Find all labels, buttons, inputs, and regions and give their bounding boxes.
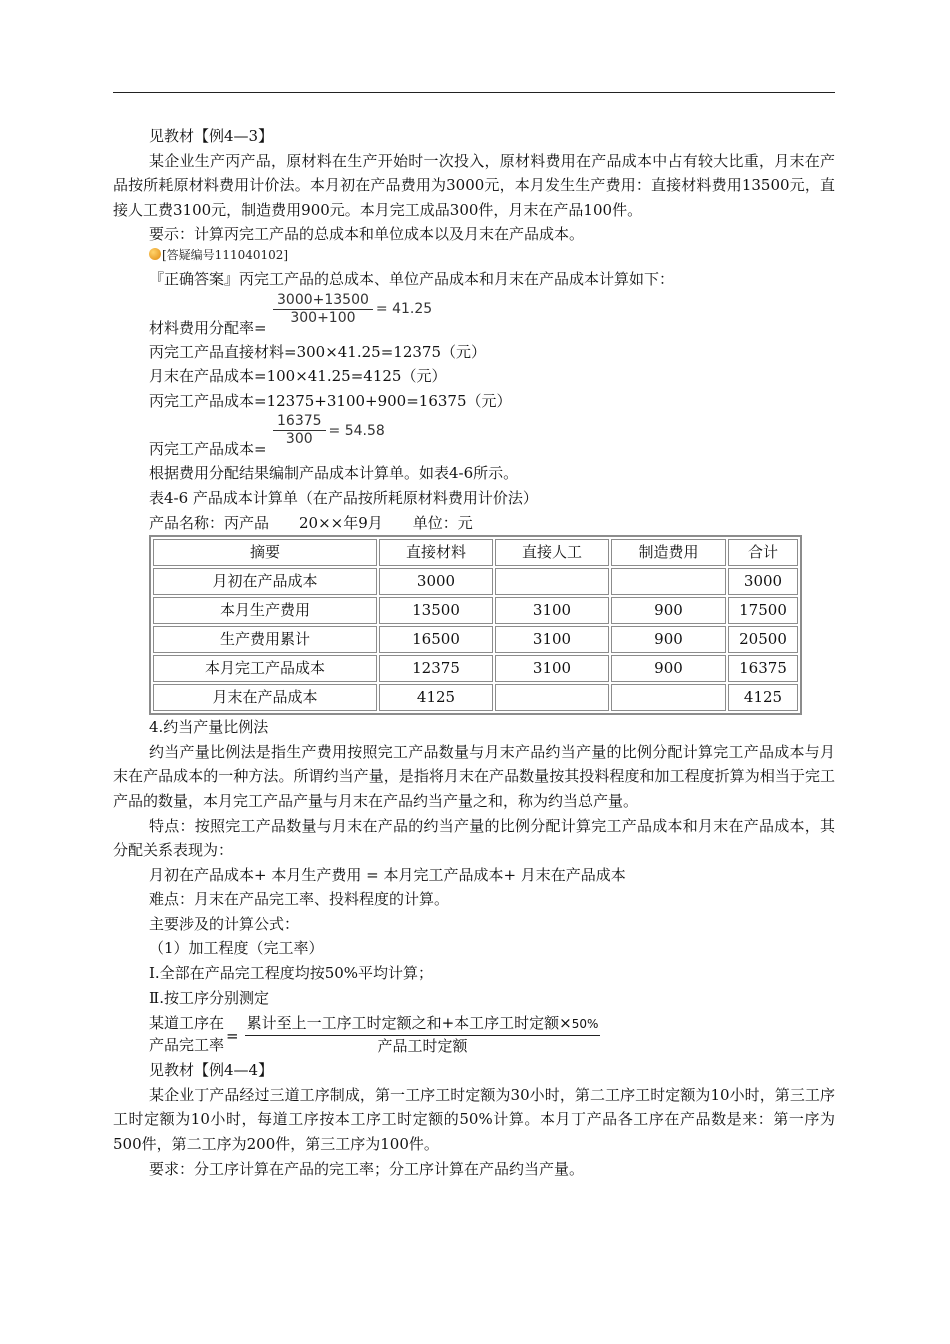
formulas-intro: 主要涉及的计算公式： bbox=[149, 914, 300, 933]
qa-code: [答疑编号111040102] bbox=[162, 247, 289, 262]
table-cell: 900 bbox=[611, 655, 726, 682]
table-cell: 3100 bbox=[495, 626, 609, 653]
table-cell: 16375 bbox=[728, 655, 798, 682]
table-cell: 3100 bbox=[495, 597, 609, 624]
material-rate-formula bbox=[113, 292, 835, 340]
example-4-4-paragraph: 某企业丁产品经过三道工序制成，第一工序工时定额为30小时，第二工序工时定额为10小时，第三工序工时定额为10小时，每道工序按本工序工时定额的50%计算。本月丁产品各工序在产品数是来：第一序为500件，第二工序为200件，第三工序为100件。 bbox=[113, 1085, 835, 1154]
completion-rate-numerator-text: 累计至上一工序工时定额之和+本工序工时定额× bbox=[246, 1014, 572, 1033]
answer-intro: 『正确答案』丙完工产品的总成本、单位产品成本和月末在产品成本计算如下： bbox=[149, 269, 675, 288]
finished-cost-line: 丙完工产品成本=12375+3100+900=16375（元） bbox=[149, 391, 512, 410]
table-cell: 月末在产品成本 bbox=[153, 684, 377, 711]
table-row bbox=[153, 597, 798, 624]
material-rate-label: 材料费用分配率= bbox=[149, 318, 267, 337]
table-cell: 月初在产品成本 bbox=[153, 568, 377, 595]
difficulty-note: 难点：月末在产品完工率、投料程度的计算。 bbox=[149, 890, 450, 909]
table-cell: 17500 bbox=[728, 597, 798, 624]
wip-cost-line: 月末在产品成本=100×41.25=4125（元） bbox=[149, 367, 447, 386]
example-4-3-heading: 见教材【例4—3】 bbox=[149, 127, 274, 145]
header-rule bbox=[113, 92, 835, 93]
table-cell: 20500 bbox=[728, 626, 798, 653]
table-header: 直接人工 bbox=[495, 539, 609, 566]
table-cell: 本月完工产品成本 bbox=[153, 655, 377, 682]
completion-rate-formula bbox=[113, 1010, 835, 1058]
table-cell: 生产费用累计 bbox=[153, 626, 377, 653]
item-1-title: （1）加工程度（完工率） bbox=[149, 939, 324, 958]
table-header: 直接材料 bbox=[379, 539, 493, 566]
completion-rate-label-line2: 产品完工率 bbox=[149, 1036, 225, 1055]
table-header: 合计 bbox=[728, 539, 798, 566]
document-body bbox=[113, 124, 835, 1181]
table-meta: 产品名称：丙产品 20××年9月 单位：元 bbox=[149, 513, 473, 532]
material-rate-fraction bbox=[273, 292, 373, 327]
table-cell: 3000 bbox=[379, 568, 493, 595]
table-cell bbox=[495, 684, 609, 711]
method-4-heading: 4.约当产量比例法 bbox=[149, 718, 269, 737]
material-rate-numerator: 3000+13500 bbox=[273, 292, 373, 310]
unit-cost-result: = 54.58 bbox=[328, 422, 385, 439]
table-cell: 4125 bbox=[728, 684, 798, 711]
table-row bbox=[153, 684, 798, 711]
unit-cost-formula bbox=[113, 413, 835, 461]
cost-table-header-row bbox=[153, 539, 798, 566]
table-cell: 900 bbox=[611, 597, 726, 624]
qa-code-line bbox=[113, 247, 835, 264]
table-cell: 12375 bbox=[379, 655, 493, 682]
unit-cost-denominator: 300 bbox=[285, 431, 313, 448]
table-cell: 3100 bbox=[495, 655, 609, 682]
table-row bbox=[153, 568, 798, 595]
completion-rate-equals: = bbox=[226, 1026, 239, 1045]
example-4-3-requirement: 要示：计算丙完工产品的总成本和单位成本以及月末在产品成本。 bbox=[149, 225, 585, 244]
completion-rate-denominator: 产品工时定额 bbox=[377, 1037, 468, 1056]
lightbulb-icon bbox=[149, 248, 161, 260]
completion-rate-percent: 50% bbox=[571, 1017, 599, 1032]
table-row bbox=[153, 655, 798, 682]
table-cell: 16500 bbox=[379, 626, 493, 653]
allocation-equation: 月初在产品成本+ 本月生产费用 = 本月完工产品成本+ 月末在产品成本 bbox=[149, 865, 626, 884]
table-cell bbox=[495, 568, 609, 595]
completion-rate-label-line1: 某道工序在 bbox=[149, 1014, 225, 1033]
unit-cost-fraction bbox=[273, 413, 326, 448]
material-rate-denominator: 300+100 bbox=[290, 309, 356, 326]
table-cell bbox=[611, 684, 726, 711]
table-cell: 3000 bbox=[728, 568, 798, 595]
direct-material-line: 丙完工产品直接材料=300×41.25=12375（元） bbox=[149, 342, 486, 361]
table-row bbox=[153, 626, 798, 653]
material-rate-result: = 41.25 bbox=[375, 300, 433, 317]
completion-rate-label bbox=[149, 1012, 224, 1056]
completion-rate-fraction bbox=[245, 1013, 601, 1057]
table-cell bbox=[611, 568, 726, 595]
cost-table bbox=[149, 535, 802, 715]
table-cell: 13500 bbox=[379, 597, 493, 624]
item-1-a: Ⅰ.全部在产品完工程度均按50%平均计算； bbox=[149, 964, 434, 983]
item-1-b: Ⅱ.按工序分别测定 bbox=[149, 988, 269, 1007]
table-header: 制造费用 bbox=[611, 539, 726, 566]
example-4-4-requirement: 要求：分工序计算在产品的完工率；分工序计算在产品约当产量。 bbox=[149, 1159, 585, 1178]
example-4-3-paragraph: 某企业生产丙产品，原材料在生产开始时一次投入，原材料费用在产品成本中占有较大比重，月末在产品按所耗原材料费用计价法。本月初在产品费用为3000元，本月发生生产费用：直接材料费用13500元，直接人工费3100元，制造费用900元。本月完工成品300件，月末在产品100件。 bbox=[113, 151, 835, 219]
example-4-4-heading: 见教材【例4—4】 bbox=[149, 1061, 274, 1080]
table-cell: 900 bbox=[611, 626, 726, 653]
table-intro: 根据费用分配结果编制产品成本计算单。如表4-6所示。 bbox=[149, 464, 519, 483]
completion-rate-numerator bbox=[245, 1013, 601, 1036]
table-header: 摘要 bbox=[153, 539, 377, 566]
method-4-feature: 特点：按照完工产品数量与月末在产品的约当产量的比例分配计算完工产品成本和月末在产品成本，其分配关系表现为： bbox=[113, 816, 835, 860]
method-4-definition: 约当产量比例法是指生产费用按照完工产品数量与月末产品约当产量的比例分配计算完工产品成本与月末在产品成本的一种方法。所谓约当产量，是指将月末在产品数量按其投料程度和加工程度折算为相当于完工产品的数量，本月完工产品产量与月末在产品约当产量之和，称为约当总产量。 bbox=[113, 742, 835, 810]
unit-cost-numerator: 16375 bbox=[273, 413, 326, 431]
unit-cost-label: 丙完工产品成本= bbox=[149, 440, 267, 459]
table-cell: 4125 bbox=[379, 684, 493, 711]
table-caption: 表4-6 产品成本计算单（在产品按所耗原材料费用计价法） bbox=[149, 488, 538, 507]
table-cell: 本月生产费用 bbox=[153, 597, 377, 624]
